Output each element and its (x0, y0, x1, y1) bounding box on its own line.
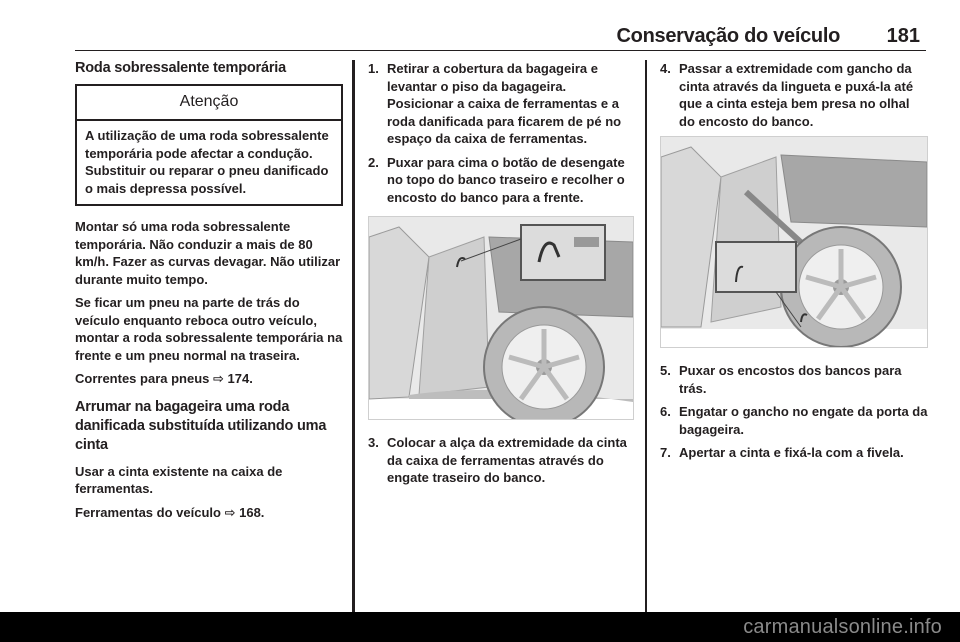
step-item (368, 434, 636, 487)
cross-reference-tire-chains[interactable] (75, 370, 343, 388)
cross-reference-vehicle-tools[interactable] (75, 504, 343, 522)
step-item (368, 154, 636, 207)
step-number: 3. (368, 435, 379, 450)
paragraph: Usar a cinta existente na caixa de ferramentas. (75, 463, 283, 496)
trunk-strap-wheel-illustration-icon (661, 137, 927, 347)
right-column (660, 60, 928, 468)
steps-list (660, 60, 928, 130)
section-title: Roda sobressalente temporária (75, 60, 286, 76)
page-number: 181 (886, 25, 920, 47)
step-number: 7. (660, 445, 671, 460)
watermark-link[interactable]: carmanualsonline.info (743, 616, 942, 638)
warning-text: A utilização de uma roda sobressalente temporária pode afectar a condução. Substituir ou reparar o pneu danificado o mais depressa possível. (85, 128, 329, 196)
step-number: 5. (660, 363, 671, 378)
step-text: Engatar o gancho no engate da porta da bagageira. (679, 404, 928, 437)
column-divider (645, 60, 647, 612)
paragraph: Se ficar um pneu na parte de trás do veículo enquanto reboca outro veículo, montar a roda sobressalente temporária na frente e um pneu normal na traseira. (75, 295, 343, 363)
step-item (660, 444, 928, 462)
footer-bar (0, 612, 960, 642)
reference-text: Correntes para pneus (75, 371, 210, 386)
step-number: 4. (660, 61, 671, 76)
steps-list-continued (368, 434, 636, 487)
middle-column (368, 60, 636, 493)
reference-page: 174. (227, 371, 253, 386)
subsection-title: Arrumar na bagageira uma roda danificada substituída utilizando uma cinta (75, 398, 327, 453)
warning-title: Atenção (77, 86, 341, 121)
illustration-strap-hook (368, 216, 634, 420)
illustration-strap-secured (660, 136, 928, 348)
step-number: 6. (660, 404, 671, 419)
step-text: Apertar a cinta e fixá-la com a fivela. (679, 445, 904, 460)
paragraph: Montar só uma roda sobressalente temporária. Não conduzir a mais de 80 km/h. Fazer as curvas devagar. Não utilizar durante muito tempo. (75, 219, 341, 287)
reference-text: Ferramentas do veículo (75, 504, 221, 520)
warning-box (75, 84, 343, 206)
reference-page: 168. (239, 504, 265, 520)
chapter-title: Conservação do veículo (616, 25, 840, 47)
steps-list-continued (660, 362, 928, 462)
column-divider (352, 60, 355, 612)
step-text: Passar a extremidade com gancho da cinta através da lingueta e puxá-la até que a cinta esteja bem presa no olhal do encosto do banco. (679, 61, 914, 129)
trunk-spare-wheel-illustration-icon (369, 217, 633, 419)
step-number: 2. (368, 154, 379, 170)
step-item (660, 362, 928, 397)
step-text: Colocar a alça da extremidade da cinta da caixa de ferramentas através do engate traseiro do banco. (387, 435, 627, 485)
reference-arrow-icon: ⇨ (213, 371, 224, 386)
step-item (660, 60, 928, 130)
step-number: 1. (368, 61, 379, 76)
step-item (368, 60, 636, 148)
step-item (660, 403, 928, 438)
reference-arrow-icon: ⇨ (224, 504, 236, 520)
page-header (75, 22, 926, 51)
left-column (75, 60, 343, 527)
step-text: Retirar a cobertura da bagageira e levantar o piso da bagageira. Posicionar a caixa de ferramentas e a roda danificada para ficarem de pé no espaço da caixa de ferramentas. (387, 61, 622, 146)
step-text: Puxar para cima o botão de desengate no topo do banco traseiro e recolher o encosto do banco para a frente. (387, 154, 625, 205)
step-text: Puxar os encostos dos bancos para trás. (679, 363, 902, 396)
steps-list (368, 60, 636, 206)
